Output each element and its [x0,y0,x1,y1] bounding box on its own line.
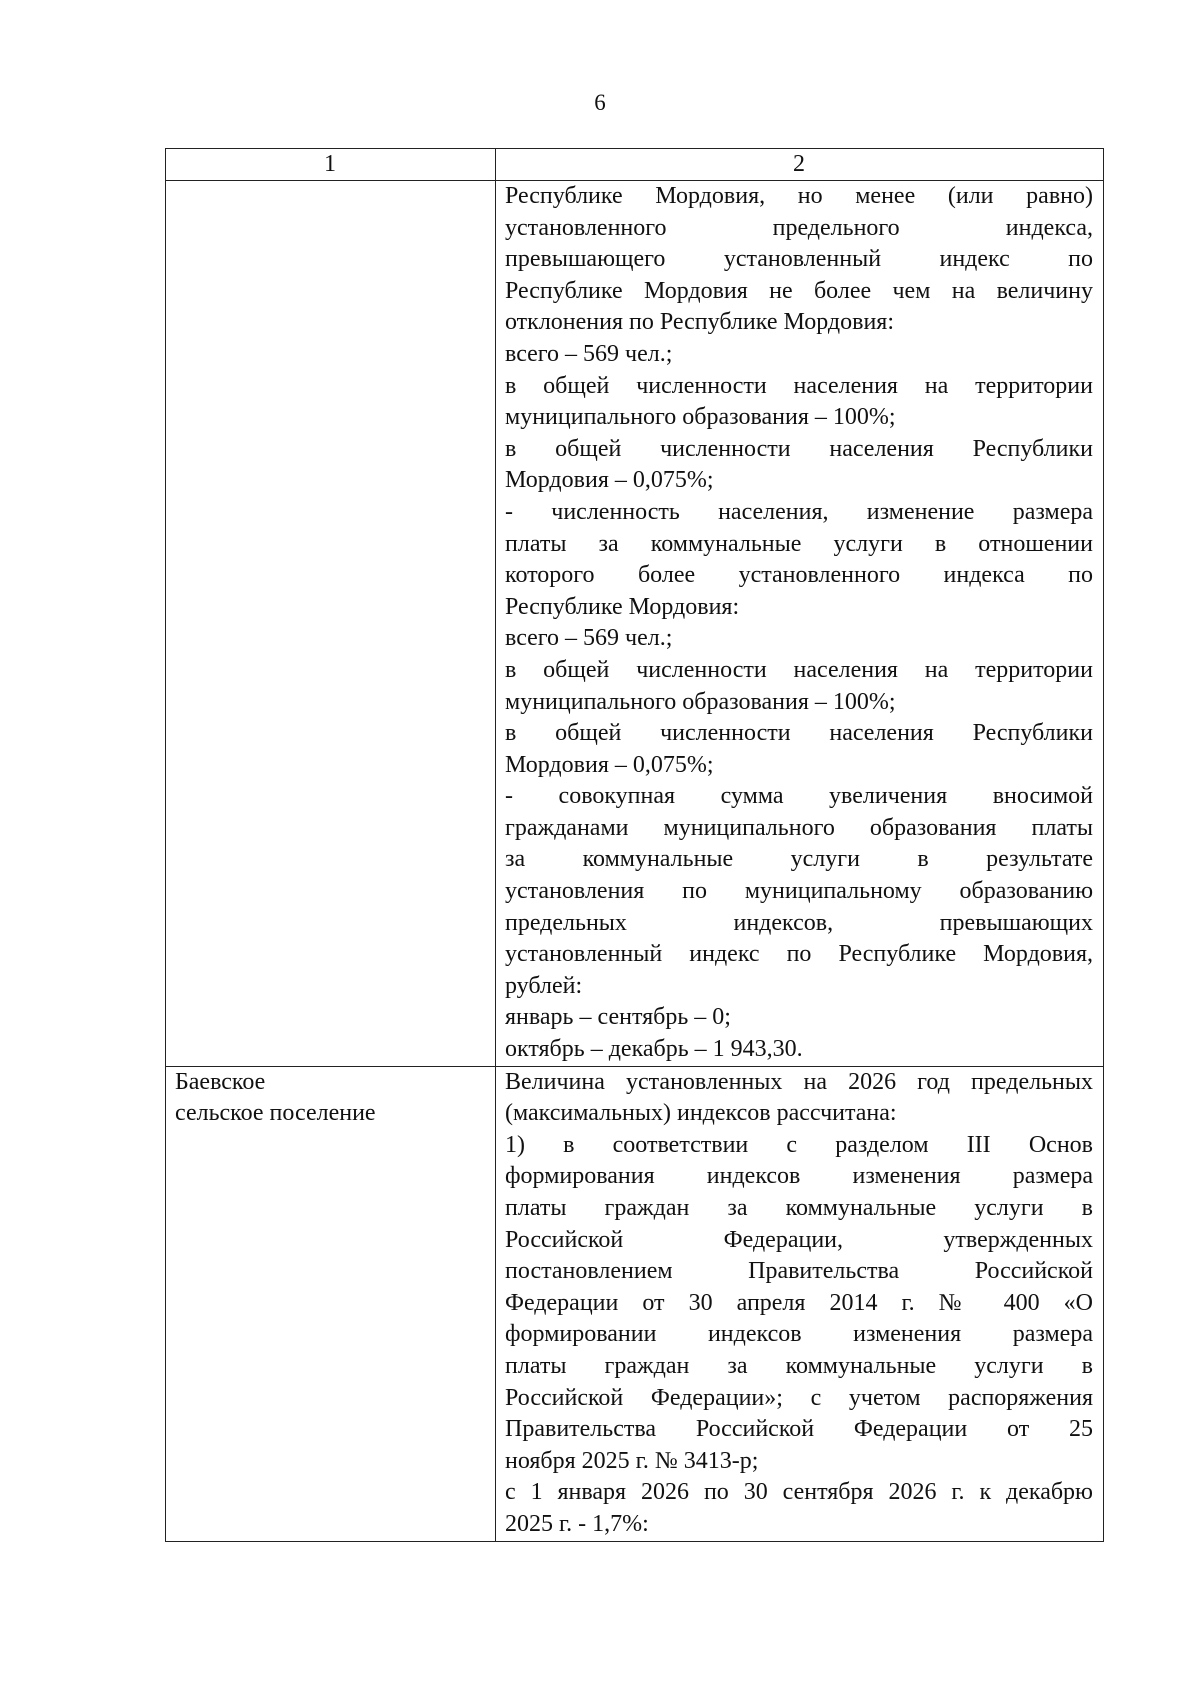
description-line: в общей численности населения на территории [505,656,1093,683]
description-line: установленного предельного индекса, [505,214,1093,241]
description-line: 1) в соответствии с разделом III Основ [505,1131,1093,1158]
description-line: отклонения по Республике Мордовия: [505,309,895,336]
description-line: превышающего установленный индекс по [505,246,1093,273]
description-line: - совокупная сумма увеличения вносимой [505,783,1093,810]
description-cell [496,1066,1104,1541]
description-line: за коммунальные услуги в результате [505,846,1093,873]
description-line: с 1 января 2026 по 30 сентября 2026 г. к декабрю [505,1479,1093,1506]
description-line: Мордовия – 0,075%; [505,751,714,778]
municipality-cell [166,1066,496,1541]
description-line: рублей: [505,972,583,999]
description-line: в общей численности населения Республики [505,720,1093,747]
description-line: Республике Мордовия, но менее (или равно) [505,183,1093,209]
description-line: Федерации от 30 апреля 2014 г. № 400 «О [505,1289,1093,1316]
description-line: муниципального образования – 100%; [505,688,896,715]
description-line: - численность населения, изменение размера [505,498,1093,525]
table-row [166,1066,1104,1541]
description-line: 2025 г. - 1,7%: [505,1510,649,1537]
description-line: которого более установленного индекса по [505,562,1093,589]
description-line: всего – 569 чел.; [505,625,673,652]
description-line: Правительства Российской Федерации от 25 [505,1416,1093,1443]
municipality-name-line: Баевское [175,1068,266,1095]
page-number: 6 [594,90,606,115]
description-line: гражданами муниципального образования платы [505,814,1093,841]
description-line: в общей численности населения на территории [505,372,1093,399]
description-line: октябрь – декабрь – 1 943,30. [505,1036,803,1063]
description-line: формировании индексов изменения размера [505,1321,1093,1348]
description-line: формирования индексов изменения размера [505,1163,1093,1190]
description-line: январь – сентябрь – 0; [505,1004,731,1031]
description-line: платы за коммунальные услуги в отношении [505,530,1093,557]
table-row [166,181,1104,1067]
description-line: установленный индекс по Республике Мордовия, [505,941,1093,968]
description-line: муниципального образования – 100%; [505,404,896,431]
description-line: Российской Федерации, утвержденных [505,1226,1093,1253]
description-cell [496,181,1104,1067]
data-table [165,148,1104,1542]
description-line: всего – 569 чел.; [505,340,673,367]
description-line: платы граждан за коммунальные услуги в [505,1195,1093,1221]
description-line: Мордовия – 0,075%; [505,467,714,494]
description-line: Российской Федерации»; с учетом распоряжения [505,1384,1093,1411]
description-line: в общей численности населения Республики [505,435,1093,462]
municipality-name-line: сельское поселение [175,1100,376,1127]
description-line: предельных индексов, превышающих [505,909,1093,936]
description-line: ноября 2025 г. № 3413-р; [505,1447,759,1474]
description-line: Республике Мордовия не более чем на величину [505,277,1093,304]
description-line: (максимальных) индексов рассчитана: [505,1100,897,1127]
description-line: Величина установленных на 2026 год предельных [505,1068,1093,1095]
description-line: постановлением Правительства Российской [505,1258,1093,1285]
header-cell-2: 2 [496,149,1104,181]
municipality-cell [166,181,496,1067]
header-cell-1: 1 [166,149,496,181]
description-line: Республике Мордовия: [505,593,740,620]
description-line: установления по муниципальному образованию [505,878,1093,905]
description-line: платы граждан за коммунальные услуги в [505,1352,1093,1379]
table-header-row [166,149,1104,181]
